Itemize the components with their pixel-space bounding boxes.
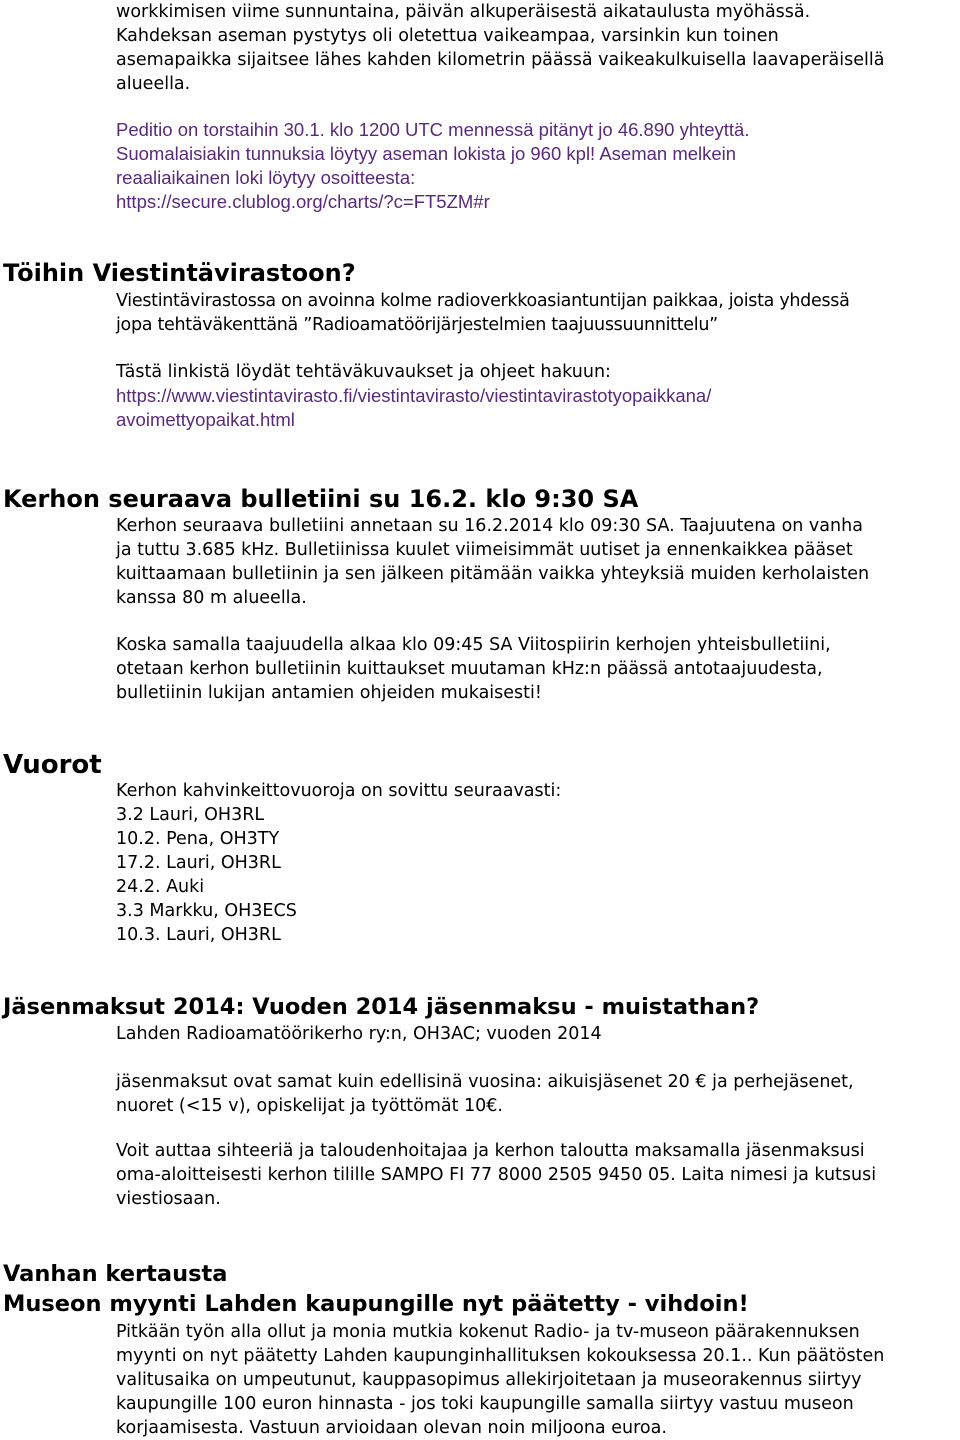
list-item: 3.3 Markku, OH3ECS	[116, 901, 297, 921]
toihin-heading: Töihin Viestintävirastoon?	[3, 259, 356, 287]
jasenmaksut-paragraph-1: Lahden Radioamatöörikerho ry:n, OH3AC; vuoden 2014	[116, 1024, 602, 1044]
list-item: 17.2. Lauri, OH3RL	[116, 853, 281, 873]
jasenmaksut-paragraph-2: jäsenmaksut ovat samat kuin edellisinä vuosina: aikuisjäsenet 20 € ja perhejäsenet, nuoret (<15 v), opiskelijat ja työttömät 10€.	[116, 1072, 854, 1116]
kertausta-heading: Vanhan kertausta	[3, 1261, 228, 1287]
bulletiini-heading: Kerhon seuraava bulletiini su 16.2. klo 9:30 SA	[3, 485, 639, 513]
toihin-link[interactable]: https://www.viestintavirasto.fi/viestintavirasto/viestintavirastotyopaikkana/ avoimettyopaikat.html	[116, 385, 712, 430]
toihin-link-intro: Tästä linkistä löydät tehtäväkuvaukset ja ohjeet hakuun:	[116, 362, 611, 382]
bulletiini-paragraph-2: Koska samalla taajuudella alkaa klo 09:45 SA Viitospiirin kerhojen yhteisbulletiini, otetaan kerhon bulletiinin kuittaukset muutaman kHz:n päässä antotaajuudesta, bulletiinin lukijan antamien ohjeiden mukaisesti!	[116, 635, 831, 703]
list-item: 3.2 Lauri, OH3RL	[116, 805, 265, 825]
vuorot-list	[116, 803, 297, 947]
list-item: 10.3. Lauri, OH3RL	[116, 925, 281, 945]
peditio-paragraph: Peditio on torstaihin 30.1. klo 1200 UTC mennessä pitänyt jo 46.890 yhteyttä. Suomalaisiakin tunnuksia löytyy aseman lokista jo 960 kpl! Aseman melkein reaaliaikainen loki löytyy osoitteesta: https://secure.clublog.org/charts/?c=FT5ZM#r	[116, 119, 750, 212]
intro-paragraph: workkimisen viime sunnuntaina, päivän alkuperäisestä aikataulusta myöhässä. Kahdeksan aseman pystytys oli oletettua vaikeampaa, varsinkin kun toinen asemapaikka sijaitsee lähes kahden kilometrin päässä vaikeakulkuisella laavaperäisellä alueella.	[116, 2, 885, 94]
bulletiini-paragraph-1: Kerhon seuraava bulletiini annetaan su 16.2.2014 klo 09:30 SA. Taajuutena on vanha ja tuttu 3.685 kHz. Bulletiinissa kuulet viimeisimmät uutiset ja ennenkaikkea pääset kuittaamaan bulletiinin ja sen jälkeen pitämään vaikka yhteyksiä muiden kerholaisten kanssa 80 m alueella.	[116, 516, 870, 608]
list-item: 24.2. Auki	[116, 877, 205, 897]
jasenmaksut-heading: Jäsenmaksut 2014: Vuoden 2014 jäsenmaksu - muistathan?	[3, 994, 760, 1020]
jasenmaksut-paragraph-3: Voit auttaa sihteeriä ja taloudenhoitajaa ja kerhon taloutta maksamalla jäsenmaksusi oma-aloitteisesti kerhon tilille SAMPO FI 77 8000 2505 9450 05. Laita nimesi ja kutsusi viestiosaan.	[116, 1141, 877, 1209]
museo-paragraph: Pitkään työn alla ollut ja monia mutkia kokenut Radio- ja tv-museon päärakennuksen myynti on nyt päätetty Lahden kaupunginhallituksen kokouksessa 20.1.. Kun päätösten valitusaika on umpeutunut, kauppasopimus allekirjoitetaan ja museorakennus siirtyy kaupungille 100 euron hinnasta - jos toki kaupungille samalla siirtyy vastuu museon korjaamisesta. Vastuun arvioidaan olevan noin miljoona euroa.	[116, 1322, 885, 1438]
vuorot-intro: Kerhon kahvinkeittovuoroja on sovittu seuraavasti:	[116, 781, 562, 801]
toihin-body: Viestintävirastossa on avoinna kolme radioverkkoasiantuntijan paikkaa, joista yhdessä jopa tehtäväkenttänä ”Radioamatöörijärjestelmien taajuussuunnittelu”	[116, 291, 850, 335]
museo-heading: Museon myynti Lahden kaupungille nyt päätetty - vihdoin!	[3, 1291, 749, 1317]
list-item: 10.2. Pena, OH3TY	[116, 829, 280, 849]
vuorot-heading: Vuorot	[3, 750, 102, 780]
